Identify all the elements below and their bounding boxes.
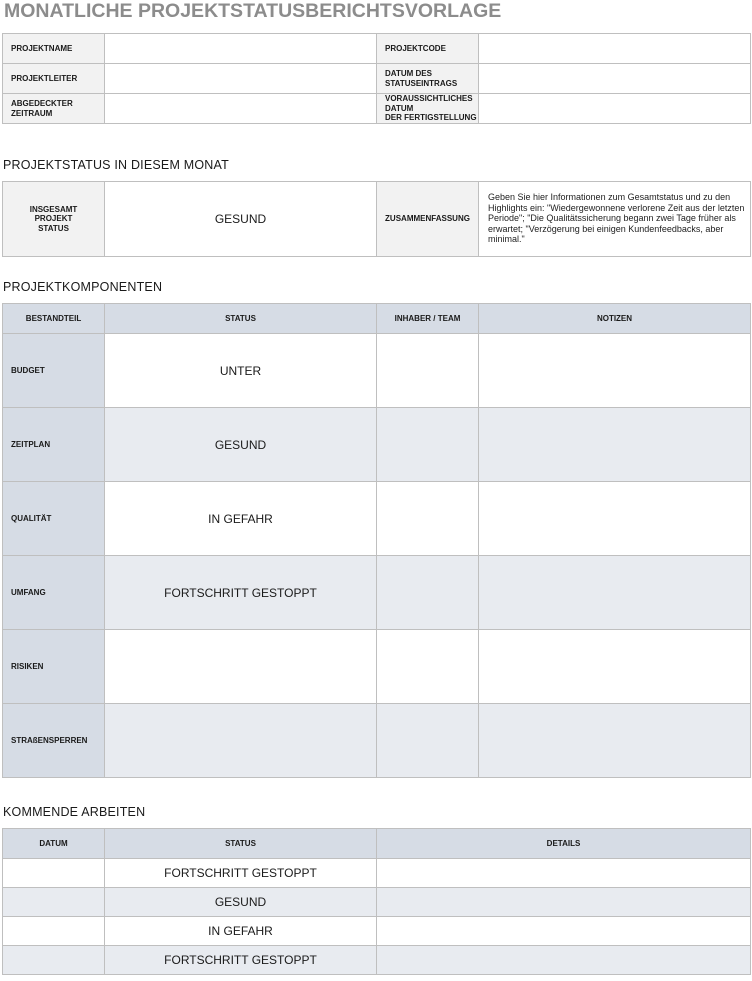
column-header: INHABER / TEAM	[377, 304, 479, 334]
column-header: STATUS	[105, 304, 377, 334]
component-owner[interactable]	[377, 482, 479, 556]
project-code-field[interactable]	[479, 34, 751, 64]
components-header-row	[3, 304, 751, 334]
project-code-label: PROJEKTCODE	[377, 34, 479, 64]
component-status[interactable]	[105, 630, 377, 704]
period-field[interactable]	[105, 94, 377, 124]
component-notes[interactable]	[479, 408, 751, 482]
upcoming-date[interactable]	[3, 917, 105, 946]
project-lead-label: PROJEKTLEITER	[3, 64, 105, 94]
upcoming-details[interactable]	[377, 946, 751, 975]
upcoming-table	[2, 828, 751, 975]
component-status[interactable]	[105, 704, 377, 778]
component-label: STRAßENSPERREN	[3, 704, 105, 778]
component-owner[interactable]	[377, 334, 479, 408]
component-owner[interactable]	[377, 630, 479, 704]
table-row	[3, 917, 751, 946]
components-section-heading: PROJEKTKOMPONENTEN	[3, 280, 163, 294]
upcoming-date[interactable]	[3, 859, 105, 888]
overall-status-value[interactable]: GESUND	[105, 182, 377, 257]
component-label: QUALITÄT	[3, 482, 105, 556]
component-owner[interactable]	[377, 704, 479, 778]
upcoming-details[interactable]	[377, 917, 751, 946]
upcoming-status[interactable]: GESUND	[105, 888, 377, 917]
status-date-label: DATUM DES STATUSEINTRAGS	[377, 64, 479, 94]
project-status-table	[2, 181, 751, 257]
component-owner[interactable]	[377, 408, 479, 482]
component-label: UMFANG	[3, 556, 105, 630]
component-owner[interactable]	[377, 556, 479, 630]
project-name-field[interactable]	[105, 34, 377, 64]
component-notes[interactable]	[479, 704, 751, 778]
status-date-field[interactable]	[479, 64, 751, 94]
page-title: MONATLICHE PROJEKTSTATUSBERICHTSVORLAGE	[4, 0, 502, 22]
component-status[interactable]: UNTER	[105, 334, 377, 408]
table-row	[3, 859, 751, 888]
upcoming-details[interactable]	[377, 859, 751, 888]
component-notes[interactable]	[479, 334, 751, 408]
table-row	[3, 704, 751, 778]
upcoming-date[interactable]	[3, 888, 105, 917]
component-status[interactable]: IN GEFAHR	[105, 482, 377, 556]
table-row	[3, 630, 751, 704]
upcoming-date[interactable]	[3, 946, 105, 975]
column-header: BESTANDTEIL	[3, 304, 105, 334]
summary-label: ZUSAMMENFASSUNG	[377, 182, 479, 257]
status-section-heading: PROJEKTSTATUS IN DIESEM MONAT	[3, 158, 229, 172]
column-header: DATUM	[3, 829, 105, 859]
upcoming-section-heading: KOMMENDE ARBEITEN	[3, 805, 146, 819]
table-row	[3, 482, 751, 556]
completion-date-label: VORAUSSICHTLICHES DATUM DER FERTIGSTELLUNG	[377, 94, 479, 124]
component-label: BUDGET	[3, 334, 105, 408]
component-label: RISIKEN	[3, 630, 105, 704]
column-header: DETAILS	[377, 829, 751, 859]
period-label: ABGEDECKTER ZEITRAUM	[3, 94, 105, 124]
component-status[interactable]: FORTSCHRITT GESTOPPT	[105, 556, 377, 630]
project-lead-field[interactable]	[105, 64, 377, 94]
upcoming-details[interactable]	[377, 888, 751, 917]
component-notes[interactable]	[479, 482, 751, 556]
component-notes[interactable]	[479, 630, 751, 704]
table-row	[3, 888, 751, 917]
project-name-label: PROJEKTNAME	[3, 34, 105, 64]
components-table	[2, 303, 751, 778]
component-notes[interactable]	[479, 556, 751, 630]
upcoming-header-row	[3, 829, 751, 859]
upcoming-status[interactable]: FORTSCHRITT GESTOPPT	[105, 946, 377, 975]
summary-text[interactable]: Geben Sie hier Informationen zum Gesamtstatus und zu den Highlights ein: "Wiedergewonnene verlorene Zeit aus der letzten Periode"; "Die Qualitätssicherung begann zwei Tage früher als erwartet; "Verzögerung bei einigen Kundenfeedbacks, aber minimal."	[479, 182, 751, 257]
table-row	[3, 408, 751, 482]
table-row	[3, 556, 751, 630]
upcoming-status[interactable]: IN GEFAHR	[105, 917, 377, 946]
table-row	[3, 334, 751, 408]
component-label: ZEITPLAN	[3, 408, 105, 482]
column-header: NOTIZEN	[479, 304, 751, 334]
table-row	[3, 946, 751, 975]
overall-status-label: INSGESAMT PROJEKT STATUS	[3, 182, 105, 257]
completion-date-field[interactable]	[479, 94, 751, 124]
project-info-table	[2, 33, 751, 124]
component-status[interactable]: GESUND	[105, 408, 377, 482]
upcoming-status[interactable]: FORTSCHRITT GESTOPPT	[105, 859, 377, 888]
column-header: STATUS	[105, 829, 377, 859]
